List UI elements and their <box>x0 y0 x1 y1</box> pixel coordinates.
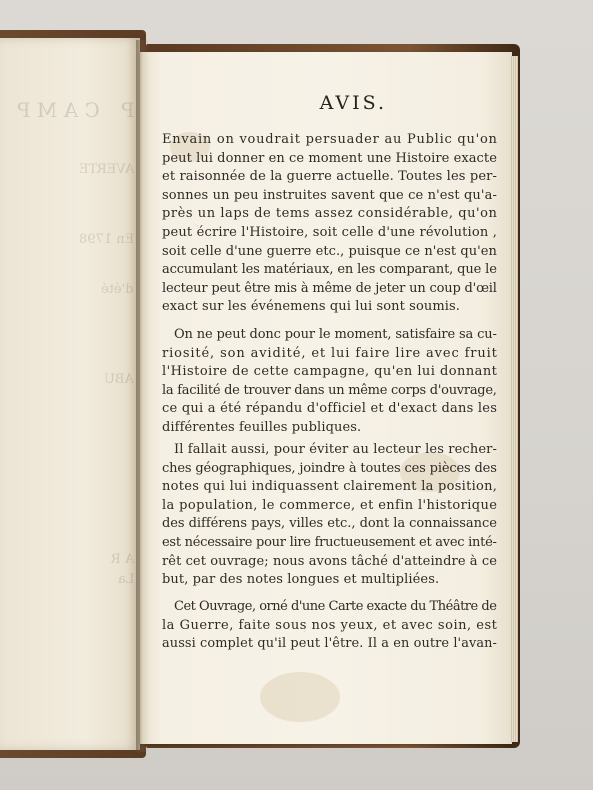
text-line: la Guerre, faite sous nos yeux, et avec soin, est <box>162 617 498 633</box>
ghost-line: AVERTE <box>78 162 134 177</box>
text-line: aussi complet qu'il peut l'être. Il a en outre l'avan- <box>162 636 498 652</box>
text-line: notes qui lui indiquassent clairement la position, <box>162 479 498 495</box>
ghost-line: P <box>120 98 134 122</box>
text-line: peut lui donner en ce moment une Histoire exacte <box>162 150 497 166</box>
left-page-show-through <box>0 38 140 750</box>
text-line: ches géographiques, joindre à toutes ces pièces des <box>162 460 497 476</box>
text-line: peut écrire l'Histoire, soit celle d'une révolution , <box>162 225 498 240</box>
text-line: accumulant les matériaux, en les comparant, que le <box>162 262 497 278</box>
ghost-line: En 1798 <box>78 232 134 247</box>
ghost-line: ABU <box>104 372 134 387</box>
text-line: près un laps de tems assez considérable, qu'on <box>162 206 498 222</box>
text-line: but, par des notes longues et multipliées. <box>162 572 440 588</box>
text-line: l'Histoire de cette campagne, qu'en lui donnant <box>162 364 498 380</box>
foxing-stain <box>260 672 340 722</box>
ghost-line: C A M P <box>17 98 100 122</box>
text-line: des différens pays, villes etc., dont la connaissance <box>162 516 497 532</box>
text-line: soit celle d'une guerre etc., puisque ce n'est qu'en <box>162 243 497 259</box>
text-line: différentes feuilles publiques. <box>162 420 362 435</box>
text-line: Envain on voudrait persuader au Public qu'on <box>162 132 498 147</box>
text-line: la population, le commerce, et enfin l'historique <box>162 497 498 513</box>
text-line: rêt cet ouvrage; nous avons tâché d'atteindre à ce <box>162 553 497 569</box>
page-title: AVIS. <box>319 92 387 114</box>
text-line: riosité, son avidité, et lui faire lire avec fruit <box>162 345 498 361</box>
text-line: On ne peut donc pour le moment, satisfaire sa cu- <box>174 327 497 342</box>
page-edges <box>510 56 518 742</box>
text-line: et raisonnée de la guerre actuelle. Toutes les per- <box>162 169 498 185</box>
text-line: Il fallait aussi, pour éviter au lecteur les recher- <box>174 442 498 457</box>
ghost-line: La <box>117 572 134 587</box>
left-page <box>0 38 140 750</box>
text-line: Cet Ouvrage, orné d'une Carte exacte du Théâtre de <box>174 599 497 614</box>
text-line: ce qui a été répandu d'officiel et d'exact dans les <box>162 401 498 417</box>
text-line: sonnes un peu instruites savent que ce n'est qu'a- <box>162 187 498 203</box>
text-line: exact sur les événemens qui lui sont soumis. <box>162 299 461 315</box>
ghost-line: A R <box>110 552 134 567</box>
text-line: est nécessaire pour lire fructueusement et avec inté- <box>162 535 497 550</box>
book-gutter <box>136 40 150 752</box>
text-line: lecteur peut être mis à même de jeter un coup d'œil <box>162 280 497 296</box>
text-line: la facilité de trouver dans un même corps d'ouvrage, <box>162 382 497 398</box>
ghost-line: d'été <box>101 282 134 297</box>
